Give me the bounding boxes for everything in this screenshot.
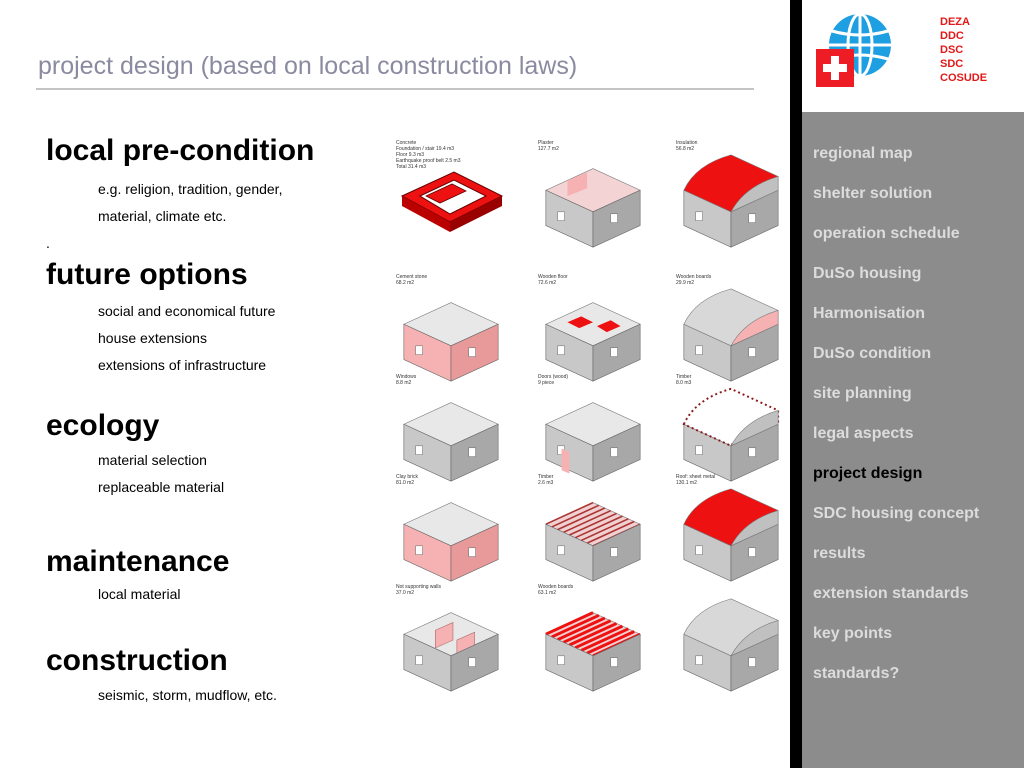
org-name: DDC [940, 30, 964, 42]
component-label: Cement stone 68.2 m2 [396, 274, 428, 286]
component-panel [538, 374, 658, 478]
house-components-figure [392, 140, 778, 688]
component-label: Concrete Foundation / stair 19.4 m3 Floor 9.3 m3 Earthquake proof belt 2.5 m3 Total 31.4 m3 [396, 140, 461, 170]
section-item: replaceable material [98, 479, 225, 495]
section-future-options [46, 258, 386, 379]
component-label: Roof: sheet metal 130.1 m2 [676, 474, 716, 486]
sidebar [790, 0, 1024, 768]
section-heading: maintenance [46, 545, 230, 578]
menu-item-duso-housing[interactable]: DuSo housing [813, 265, 922, 282]
component-panel [676, 140, 796, 244]
component-panel [538, 584, 658, 688]
separator-dot: . [46, 235, 50, 251]
component-panel [676, 374, 796, 478]
component-panel [396, 374, 516, 478]
org-names [940, 15, 987, 85]
section-maintenance [46, 545, 386, 608]
menu-item-legal-aspects[interactable]: legal aspects [813, 425, 914, 442]
swiss-cross-globe-icon [814, 11, 894, 91]
section-local-pre-condition [46, 134, 386, 250]
menu-item-extension-standards[interactable]: extension standards [813, 585, 969, 602]
section-heading: local pre-condition [46, 134, 315, 167]
org-name: SDC [940, 58, 964, 70]
menu-item-operation-schedule[interactable]: operation schedule [813, 225, 960, 242]
menu-item-project-design[interactable]: project design [813, 465, 923, 482]
menu-item-duso-condition[interactable]: DuSo condition [813, 345, 932, 362]
nav-menu [813, 134, 979, 694]
component-label: Doors (wood) 9 piece [538, 374, 569, 386]
section-construction [46, 644, 386, 709]
section-item: social and economical future [98, 303, 276, 319]
section-ecology [46, 409, 386, 501]
menu-item-standards[interactable]: standards? [813, 665, 900, 682]
section-heading: ecology [46, 409, 160, 442]
menu-item-sdc-housing-concept[interactable]: SDC housing concept [813, 505, 980, 522]
component-panel [396, 274, 516, 378]
component-label: Timber 8.0 m3 [676, 374, 692, 386]
component-panel [676, 584, 796, 688]
section-item: material selection [98, 452, 207, 468]
component-panel [396, 140, 516, 244]
bullet-content [46, 134, 386, 709]
section-item: e.g. religion, tradition, gender, [98, 181, 283, 197]
component-panel [676, 274, 796, 378]
menu-item-site-planning[interactable]: site planning [813, 385, 912, 402]
page-title: project design (based on local construction laws) [38, 52, 578, 80]
menu-item-regional-map[interactable]: regional map [813, 145, 913, 162]
component-panel [538, 274, 658, 378]
component-label: Windows 8.8 m2 [396, 374, 417, 386]
component-label: Wooden boards 63.1 m2 [538, 584, 574, 596]
section-item: seismic, storm, mudflow, etc. [98, 687, 277, 703]
logo-area [790, 0, 1024, 112]
org-name: DSC [940, 44, 964, 56]
component-label: Timber 2.6 m3 [538, 474, 554, 486]
component-panel [538, 140, 658, 244]
menu-item-results[interactable]: results [813, 545, 866, 562]
section-heading: future options [46, 258, 248, 291]
section-item: local material [98, 586, 181, 602]
menu-item-key-points[interactable]: key points [813, 625, 893, 642]
section-item: material, climate etc. [98, 208, 227, 224]
component-panel [538, 474, 658, 578]
title-divider [36, 88, 754, 90]
component-label: Wooden boards 29.9 m2 [676, 274, 712, 286]
component-label: Clay brick 81.0 m2 [396, 474, 418, 486]
org-name: COSUDE [940, 72, 988, 84]
component-panel [396, 474, 516, 578]
component-panel [676, 474, 796, 578]
component-label: Wooden floor 72.6 m2 [538, 274, 568, 286]
component-label: Not supporting walls 37.0 m2 [396, 584, 442, 596]
component-label: Insulation 56.8 m2 [676, 140, 698, 152]
section-item: house extensions [98, 330, 207, 346]
sidebar-edge [790, 0, 802, 768]
menu-item-shelter-solution[interactable]: shelter solution [813, 185, 933, 202]
org-name: DEZA [940, 16, 970, 28]
section-item: extensions of infrastructure [98, 357, 267, 373]
menu-item-harmonisation[interactable]: Harmonisation [813, 305, 926, 322]
section-heading: construction [46, 644, 228, 677]
component-panel [396, 584, 516, 688]
component-label: Plaster 127.7 m2 [538, 140, 559, 152]
